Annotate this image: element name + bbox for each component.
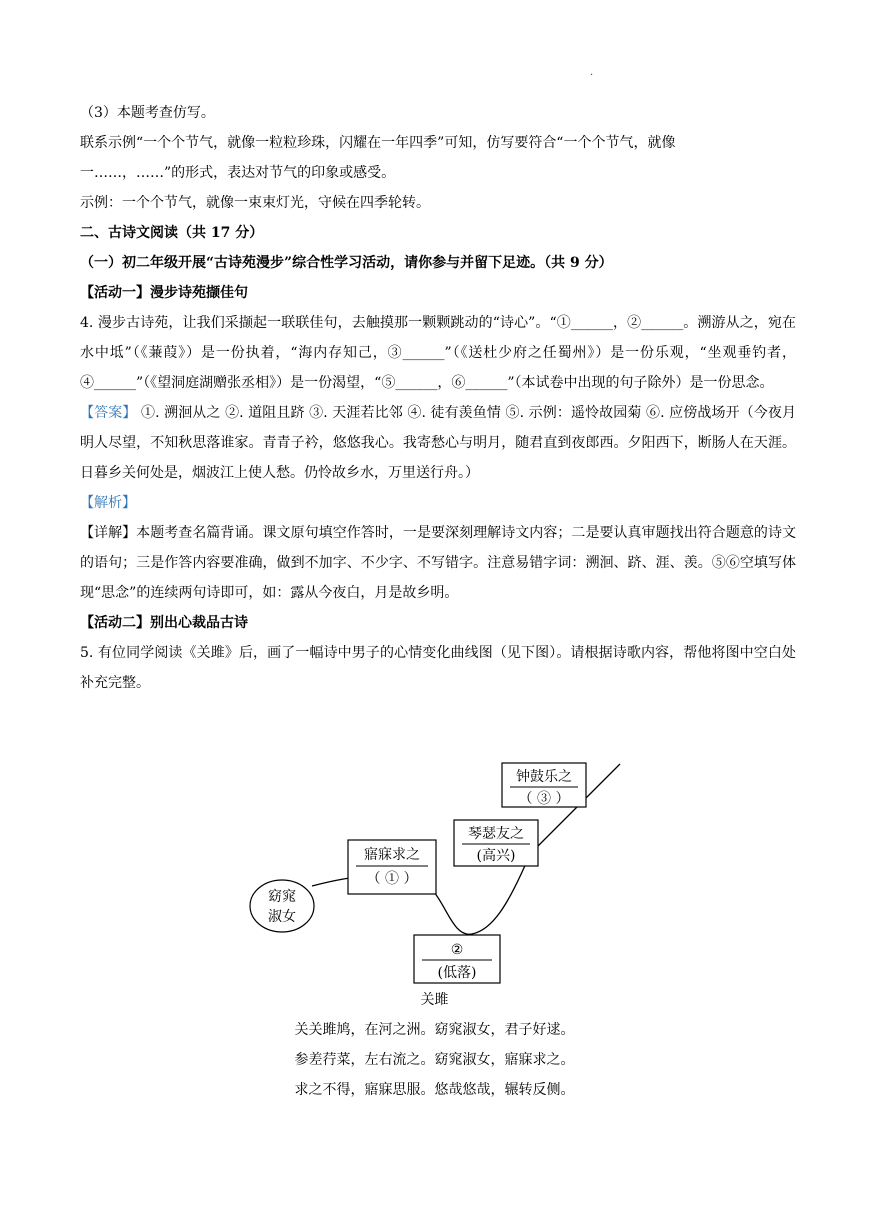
box2-label-1: ② xyxy=(450,942,464,958)
answer-tag: 【答案】 xyxy=(80,405,137,421)
box1-label-1: 寤寐求之 xyxy=(364,847,420,863)
activity2-heading: 【活动二】别出心裁品古诗 xyxy=(80,615,248,631)
q3-example: 示例：一个个节气，就像一束束灯光，守候在四季轮转。 xyxy=(80,195,430,211)
subsection-heading: （一）初二年级开展“古诗苑漫步”综合性学习活动，请你参与并留下足迹。（共 9 分） xyxy=(80,255,613,271)
analysis-tag: 【解析】 xyxy=(80,495,136,511)
question-5: 5. 有位同学阅读《关雎》后，画了一幅诗中男子的心情变化曲线图（见下图）。请根据诗歌内容，帮他将图中空白处补充完整。 xyxy=(80,645,796,691)
box4-label-2: （ ③ ） xyxy=(518,791,570,807)
question-4: 4. 漫步古诗苑，让我们采撷起一联联佳句，去触摸那一颗颗跳动的“诗心”。“①______，②______。溯游从之，宛在水中坻”（《蒹葭》）是一份执着，“海内存知己，③______”（《送杜少府之任蜀州》）是一份乐观，“坐观垂钓者，④______”（《望洞庭湖赠张丞相》）是一份渴望，“⑤______，⑥______”（本试卷中出现的句子除外）是一份思念。 xyxy=(80,315,796,391)
q3-heading: （3）本题考查仿写。 xyxy=(80,105,215,121)
box4-label-1: 钟鼓乐之 xyxy=(516,769,572,785)
poem-line-3: 求之不得，寤寐思服。悠哉悠哉，辗转反侧。 xyxy=(294,1082,575,1098)
box3-label-1: 琴瑟友之 xyxy=(468,826,524,842)
detail-explanation: 【详解】本题考查名篇背诵。课文原句填空作答时，一是要深刻理解诗文内容；二是要认真审题找出符合题意的诗文的语句；三是作答内容要准确，做到不加字、不少字、不写错字。注意易错字词：溯洄、跻、涯、羡。⑤⑥空填写体现“思念”的连续两句诗即可，如：露从今夜白，月是故乡明。 xyxy=(80,525,796,601)
page-dot-mark: · xyxy=(590,70,594,81)
poem-title: 关雎 xyxy=(420,992,449,1008)
activity1-heading: 【活动一】漫步诗苑撷佳句 xyxy=(80,285,248,301)
box1-label-2: （ ① ） xyxy=(366,871,418,887)
poem-line-2: 参差荇菜，左右流之。窈窕淑女，寤寐求之。 xyxy=(294,1052,575,1068)
q3-analysis-line1: 联系示例“一个个节气，就像一粒粒珍珠，闪耀在一年四季”可知，仿写要符合“一个个节气，就像 xyxy=(80,135,676,151)
poem-line-1: 关关雎鸠，在河之洲。窈窕淑女，君子好逑。 xyxy=(294,1022,575,1038)
box3-label-2: (高兴) xyxy=(476,848,516,864)
q3-analysis-line2: 一……，……”的形式，表达对节气的印象或感受。 xyxy=(80,165,396,181)
document-body xyxy=(80,98,796,698)
box2-label-2: (低落) xyxy=(437,965,477,981)
section-heading: 二、古诗文阅读（共 17 分） xyxy=(80,225,264,241)
answer-block xyxy=(80,398,796,488)
mood-curve-diagram xyxy=(240,758,630,988)
poem-text xyxy=(0,1015,869,1105)
answer-text: ①. 溯洄从之 ②. 道阻且跻 ③. 天涯若比邻 ④. 徒有羡鱼情 ⑤. 示例：遥怜故园菊 ⑥. 应傍战场开（今夜月明人尽望，不知秋思落谁家。青青子衿，悠悠我心。我寄愁心与明月，随君直到夜郎西。夕阳西下，断肠人在天涯。日暮乡关何处是，烟波江上使人愁。仍怜故乡水，万里送行舟。） xyxy=(80,405,796,481)
start-label-1: 窈窕 xyxy=(268,889,296,905)
start-label-2: 淑女 xyxy=(268,909,296,925)
